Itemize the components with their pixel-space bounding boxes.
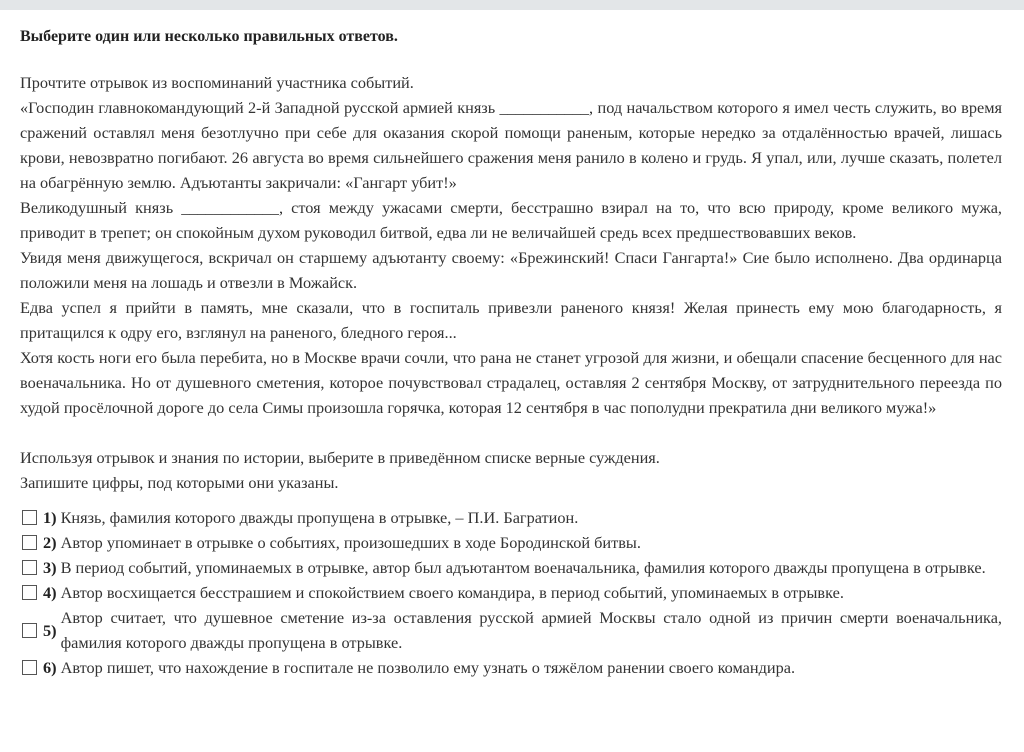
option-text: Автор упоминает в отрывке о событиях, произошедших в ходе Бородинской битвы. xyxy=(60,533,641,552)
option-text: В период событий, упоминаемых в отрывке, автор был адъютантом военачальника, фамилия которого дважды пропущена в отрывке. xyxy=(60,558,986,577)
option-number: 6) xyxy=(43,658,57,677)
option-text: Автор считает, что душевное сметение из-за оставления русской армией Москвы стало одной из причин смерти военачальника, фамилия которого дважды пропущена в отрывке. xyxy=(60,608,1002,652)
top-bar xyxy=(0,0,1024,10)
passage xyxy=(20,70,1002,420)
option-1[interactable] xyxy=(20,505,1002,530)
option-3[interactable] xyxy=(20,555,1002,580)
checkbox[interactable] xyxy=(22,535,37,550)
passage-paragraph: Увидя меня движущегося, вскричал он старшему адъютанту своему: «Брежинский! Спаси Гангарта!» Сие было исполнено. Два ординарца положили меня на лошадь и отвезли в Можайск. xyxy=(20,248,1002,292)
checkbox[interactable] xyxy=(22,560,37,575)
instruction: Выберите один или несколько правильных ответов. xyxy=(20,28,398,45)
task-text: Используя отрывок и знания по истории, выберите в приведённом списке верные суждения. xyxy=(20,448,660,467)
option-number: 4) xyxy=(43,583,57,602)
passage-paragraph: Хотя кость ноги его была перебита, но в Москве врачи сочли, что рана не станет угрозой для жизни, и обещали спасение бесценного для нас военачальника. Но от душевного сметения, которое почувствовал страдалец, оставляя 2 сентября Москву, от затруднительного переезда по худой просёлочной дороге до села Симы произошла горячка, которая 12 сентября в час пополудни прекратила дни великого мужа!» xyxy=(20,348,1002,417)
task-text: Запишите цифры, под которыми они указаны. xyxy=(20,473,339,492)
option-number: 1) xyxy=(43,508,57,527)
passage-intro: Прочтите отрывок из воспоминаний участника событий. xyxy=(20,73,414,92)
option-number: 2) xyxy=(43,533,57,552)
passage-paragraph: Великодушный князь ____________, стоя между ужасами смерти, бесстрашно взирал на то, что всю природу, кроме великого мужа, приводит в трепет; он спокойным духом руководил битвой, едва ли не величайшей средь всех предшествовавших веков. xyxy=(20,198,1002,242)
option-number: 5) xyxy=(43,620,57,640)
option-2[interactable] xyxy=(20,530,1002,555)
passage-paragraph: Едва успел я прийти в память, мне сказали, что в госпиталь привезли раненого князя! Желая принесть ему мою благодарность, я притащился к одру его, взглянул на раненого, бледного героя... xyxy=(20,298,1002,342)
checkbox[interactable] xyxy=(22,623,37,638)
option-number: 3) xyxy=(43,558,57,577)
option-5[interactable] xyxy=(20,605,1002,655)
answer-options xyxy=(20,505,1002,680)
option-text: Автор пишет, что нахождение в госпитале не позволило ему узнать о тяжёлом ранении своего командира. xyxy=(60,658,796,677)
checkbox[interactable] xyxy=(22,660,37,675)
question-content xyxy=(0,28,1024,680)
option-text: Князь, фамилия которого дважды пропущена в отрывке, – П.И. Багратион. xyxy=(60,508,579,527)
option-4[interactable] xyxy=(20,580,1002,605)
checkbox[interactable] xyxy=(22,585,37,600)
option-6[interactable] xyxy=(20,655,1002,680)
option-text: Автор восхищается бесстрашием и спокойствием своего командира, в период событий, упоминаемых в отрывке. xyxy=(60,583,844,602)
checkbox[interactable] xyxy=(22,510,37,525)
passage-paragraph: «Господин главнокомандующий 2-й Западной русской армией князь ___________, под начальством которого я имел честь служить, во время сражений оставлял меня безотлучно при себе для оказания скорой помощи раненым, которые нередко за отдалённостью врачей, лишась крови, невозвратно погибают. 26 августа во время сильнейшего сражения меня ранило в колено и грудь. Я упал, или, лучше сказать, полетел на обагрённую землю. Адъютанты закричали: «Гангарт убит!» xyxy=(20,98,1002,192)
